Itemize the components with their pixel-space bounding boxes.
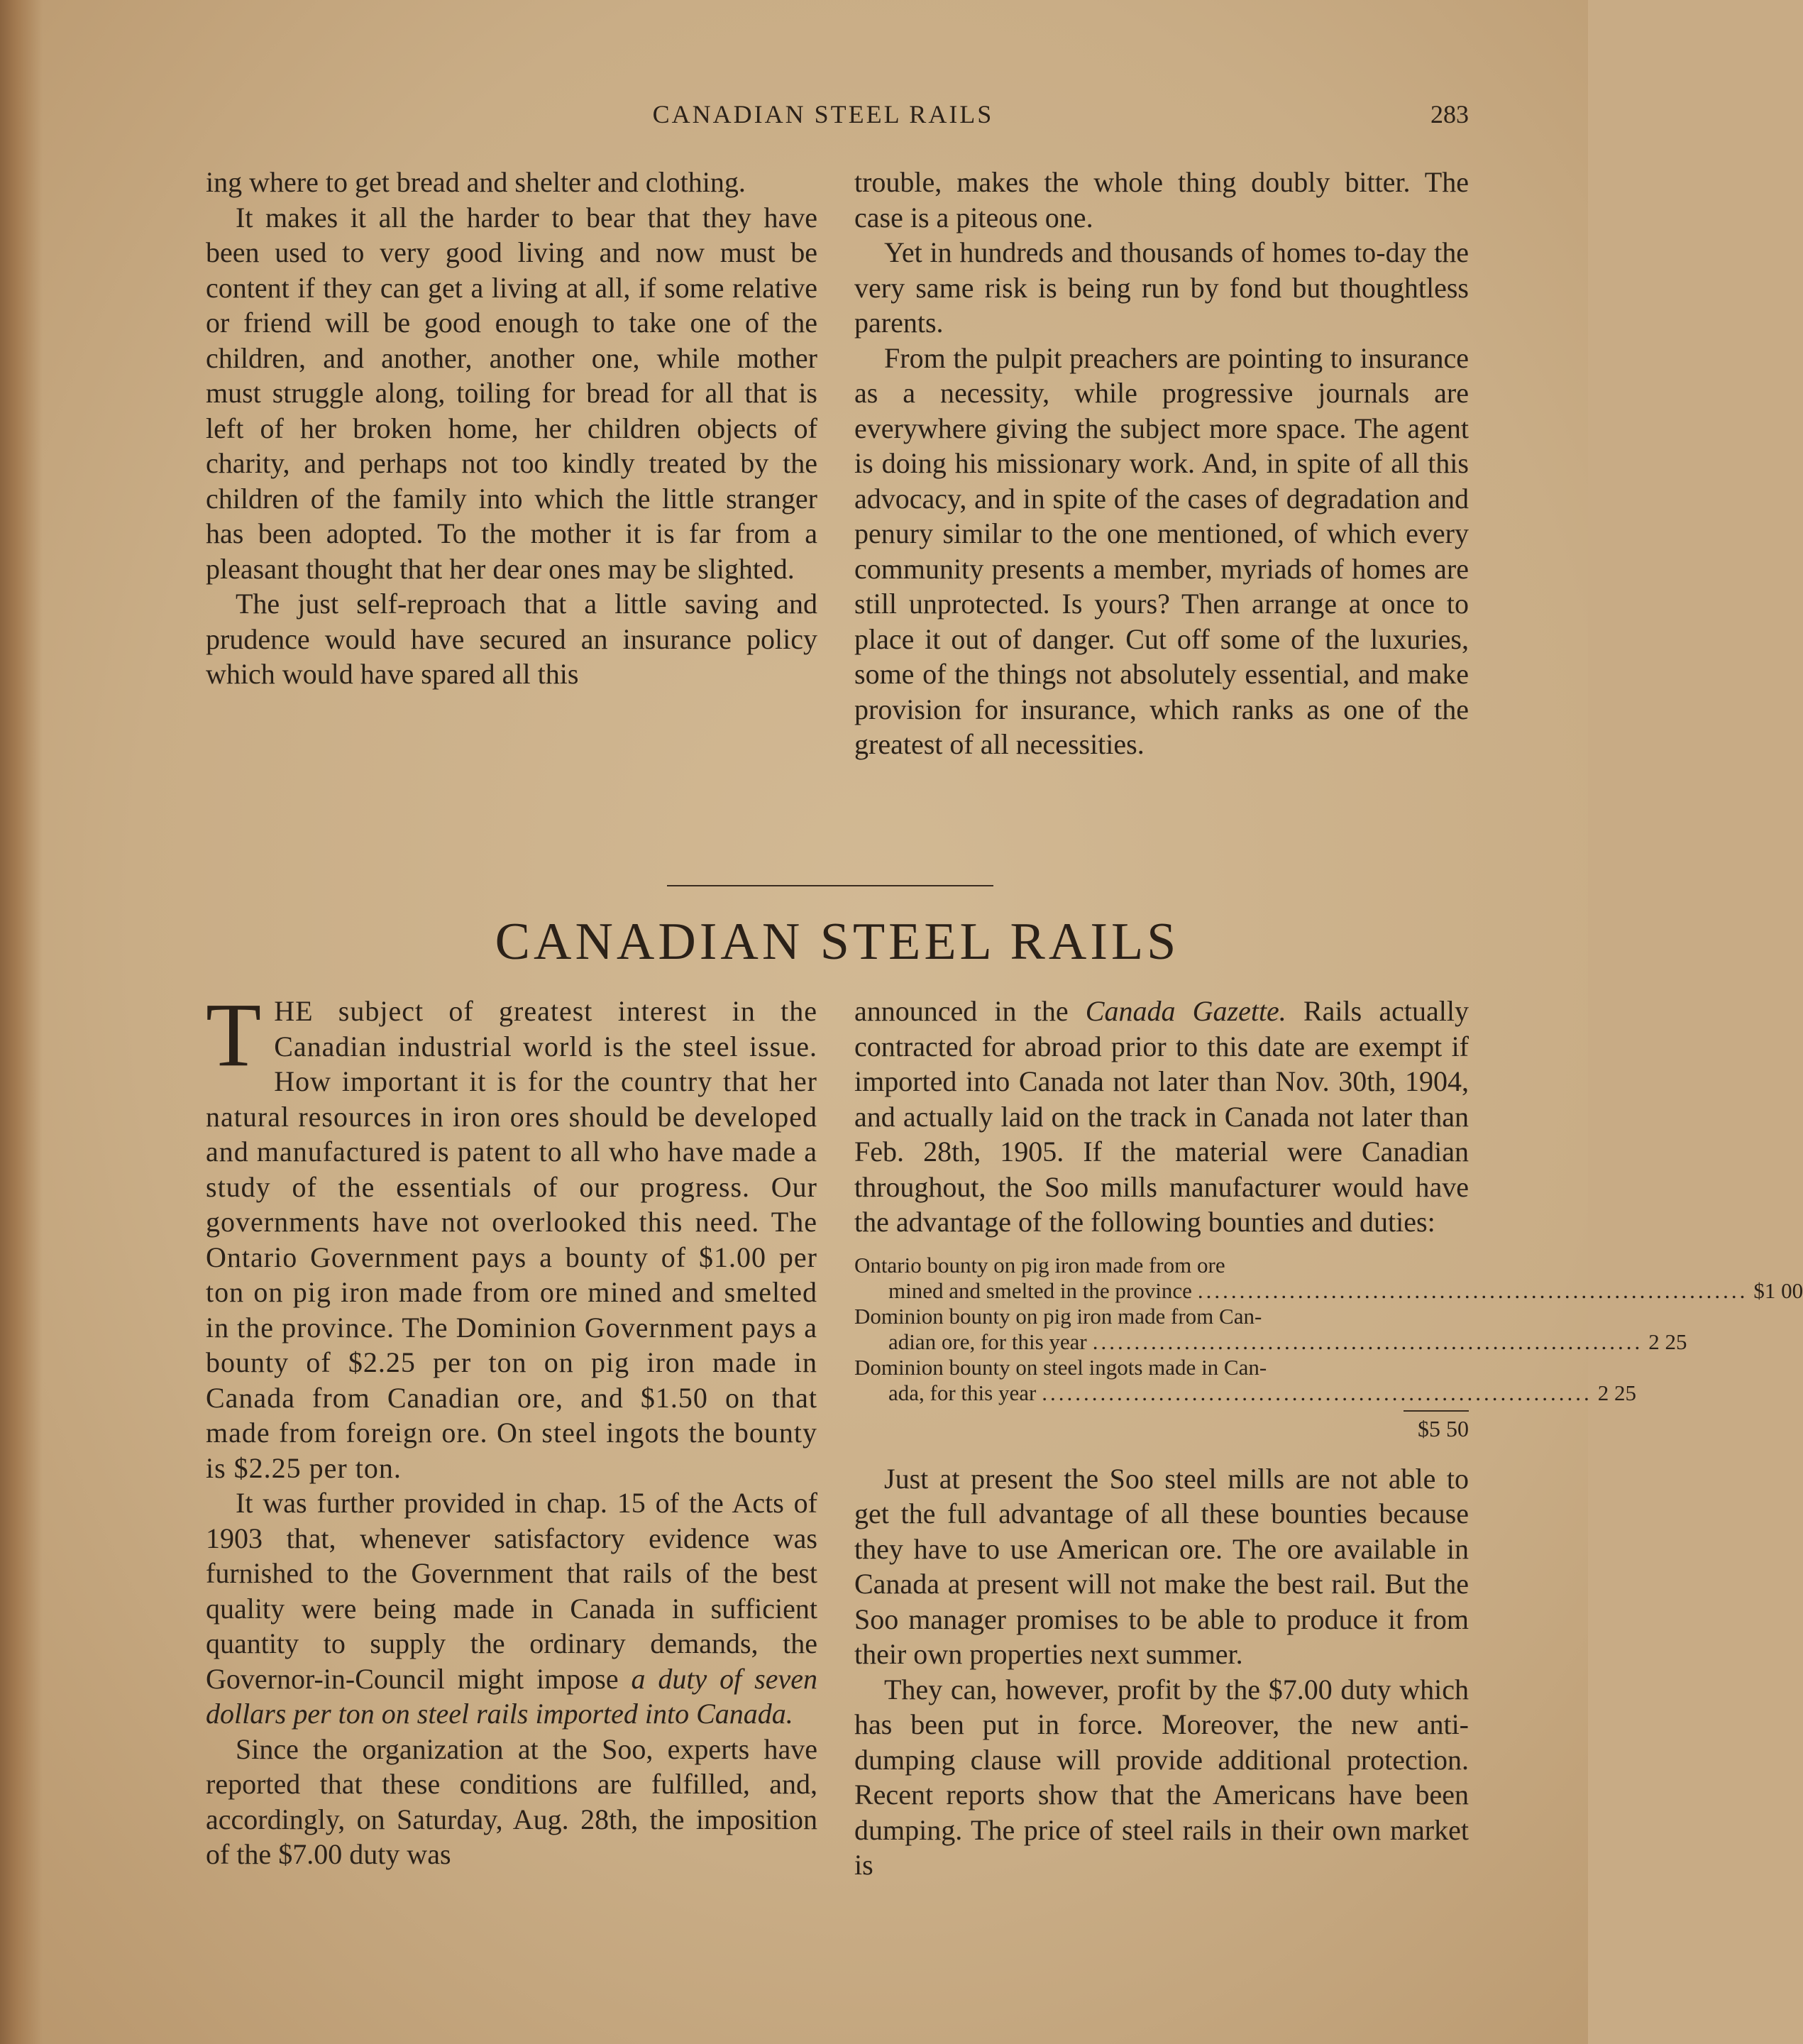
paragraph-text: Rails actually contracted for abroad prior to this date are exempt if imported into Canada not later than Nov. 30th, 1904, and actually laid on the track in Canada not later than Feb. 28th, 1905. If the material were Canadian throughout, the Soo mills manufacturer would have the advantage of the following bounties and duties:: [854, 995, 1469, 1238]
dot-leader: ..................................................................: [1092, 1329, 1643, 1354]
total-rule: [1404, 1410, 1469, 1412]
paragraph: [854, 994, 1469, 1240]
bounty-continuation: [854, 1329, 1687, 1355]
paragraph: It makes it all the harder to bear that they have been used to very good living and now must be content if they can get a living at all, if some relative or friend will be good enough to take one of the children, and another, another one, while mother must struggle along, toiling for bread for all that is left of her broken home, her children objects of charity, and perhaps not too kindly treated by the children of the family into which the little stranger has been adopted. To the mother it is far from a pleasant thought that her dear ones may be slighted.: [206, 201, 817, 585]
bounty-label-cont: mined and smelted in the province: [888, 1278, 1192, 1303]
section-divider: [667, 885, 993, 886]
lead-text: HE subject of greatest interest in the Canadian industrial world is the steel issue. How important it is for the country that her natural resources in iron ores should be developed and manufactured is patent to all who have made a study of the essentials of our progress. Our governments have not overlooked this need. The Ontario Government pays a bounty of $1.00 per ton on pig iron made from ore mined and smelted in the province. The Dominion Government pays a bounty of $2.25 per ton on pig iron made in Canada from Canadian ore, and $1.50 on that made from foreign ore. On steel ingots the bounty is $2.25 per ton.: [206, 995, 817, 1484]
book-spine-shadow: [0, 0, 43, 2044]
article-title: CANADIAN STEEL RAILS: [495, 913, 1180, 971]
running-title: CANADIAN STEEL RAILS: [652, 100, 994, 128]
paragraph: Just at present the Soo steel mills are not able to get the full advantage of all these bounties because they have to use American ore. The ore available in Canada at present will not make the best rail. But the Soo manager promises to be able to produce it from their own properties next summer.: [854, 1462, 1469, 1670]
paragraph-text: It was further provided in chap. 15 of the Acts of 1903 that, whenever satisfactory evidence was furnished to the Government that rails of the best quality were being made in Canada in sufficient quantity to supply the ordinary demands, the Governor-in-Council might impose: [206, 1487, 817, 1695]
previous-article-left-column: [206, 165, 817, 692]
bounty-row: [854, 1354, 1637, 1406]
paragraph: Yet in hundreds and thousands of homes to-day the very same risk is being run by fond but thoughtless parents.: [854, 236, 1469, 339]
bounty-label: Ontario bounty on pig iron made from ore: [854, 1252, 1225, 1278]
italic-duty-text: a duty of seven dollars per ton on steel rails imported into Canada.: [206, 1662, 817, 1730]
drop-cap: T: [206, 984, 262, 1085]
bounty-label-cont: ada, for this year: [888, 1380, 1037, 1405]
paragraph: They can, however, profit by the $7.00 duty which has been put in force. Moreover, the new anti-dumping clause will provide additional protection. Recent reports show that the Americans have been dumping. The price of steel rails in their own market is: [854, 1673, 1469, 1881]
lead-paragraph: [206, 984, 817, 1485]
bounty-total: $5 50: [1418, 1415, 1469, 1441]
paragraph: From the pulpit preachers are pointing to insurance as a necessity, while progressive journals are everywhere giving the subject more space. The agent is doing his missionary work. And, in spite of all this advocacy, and in spite of the cases of degradation and penury similar to the one mentioned, of which every community presents a member, myriads of homes are still unprotected. Is yours? Then arrange at once to place it out of danger. Cut off some of the luxuries, some of the things not absolutely essential, and make provision for insurance, which ranks as one of the greatest of all necessities.: [854, 341, 1469, 760]
bounty-amount: 2 25: [1648, 1329, 1687, 1354]
bounty-label-cont: adian ore, for this year: [888, 1329, 1087, 1354]
article-right-column: [854, 994, 1803, 1883]
previous-article-right-column: [854, 165, 1469, 762]
bounty-table: [854, 1252, 1803, 1443]
bounty-amount: 2 25: [1597, 1380, 1637, 1405]
gazette-name: Canada Gazette.: [1085, 995, 1286, 1027]
dot-leader: ..................................................................: [1197, 1278, 1748, 1303]
bounty-amount: $1 00: [1753, 1278, 1803, 1303]
bounty-label: Dominion bounty on steel ingots made in Can-: [854, 1354, 1267, 1380]
paragraph: Since the organization at the Soo, experts have reported that these conditions are fulfilled, and, accordingly, on Saturday, Aug. 28th, the imposition of the $7.00 duty was: [206, 1732, 817, 1870]
bounty-row: [854, 1303, 1687, 1355]
paragraph: ing where to get bread and shelter and clothing.: [206, 166, 746, 198]
running-head: [206, 99, 1469, 135]
bounty-label: Dominion bounty on pig iron made from Can-: [854, 1303, 1262, 1329]
article-left-column: [206, 984, 817, 1872]
bounty-continuation: [854, 1278, 1803, 1304]
bounty-row: [854, 1252, 1803, 1304]
paragraph: [206, 1485, 817, 1732]
page-number: 283: [1430, 100, 1469, 128]
paragraph-text: announced in the: [854, 995, 1086, 1027]
paragraph: The just self-reproach that a little saving and prudence would have secured an insurance policy which would have spared all this: [206, 588, 817, 690]
paragraph: trouble, makes the whole thing doubly bitter. The case is a piteous one.: [854, 166, 1469, 233]
bounty-continuation: [854, 1380, 1637, 1406]
dot-leader: ..................................................................: [1042, 1380, 1592, 1405]
